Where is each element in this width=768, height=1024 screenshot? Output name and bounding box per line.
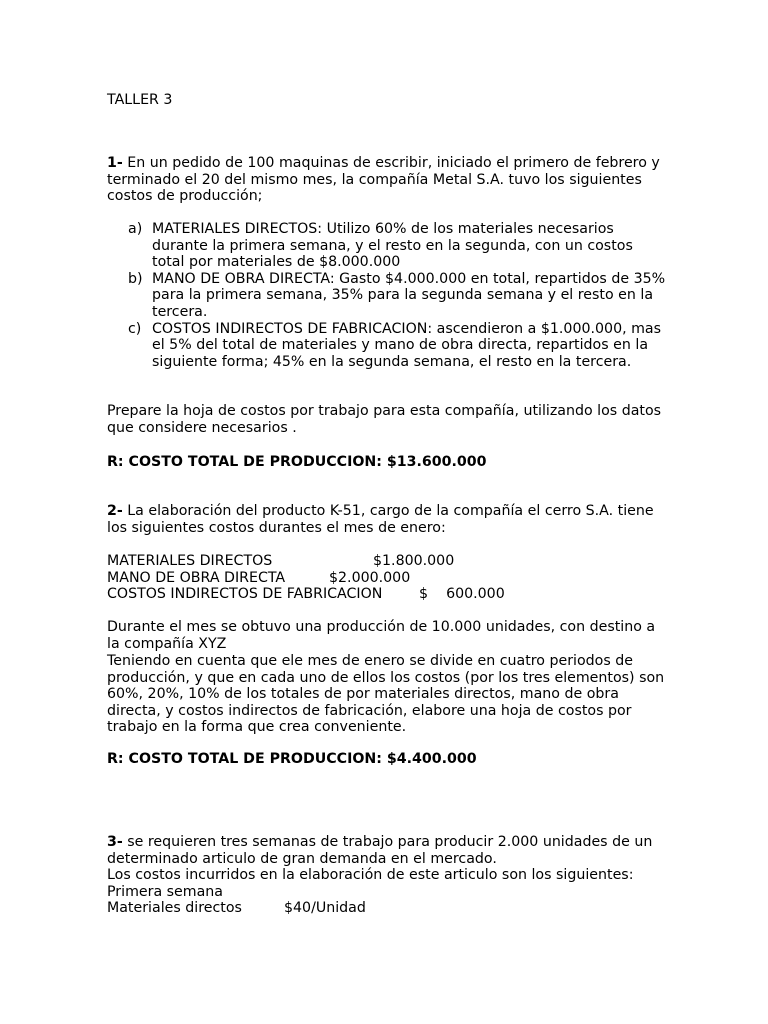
cost-row (107, 900, 667, 917)
problem-2-intro (107, 503, 667, 536)
problem-2-number: 2- (107, 503, 123, 519)
problem-1-answer: R: COSTO TOTAL DE PRODUCCION: $13.600.000 (107, 454, 487, 470)
cost-row (107, 570, 687, 587)
cost-label: COSTOS INDIRECTOS DE FABRICACION (107, 586, 383, 603)
document-title: TALLER 3 (107, 92, 173, 108)
cost-label: MATERIALES DIRECTOS (107, 553, 273, 569)
problem-3-intro (107, 834, 667, 867)
problem-3-text: se requieren tres semanas de trabajo para producir 2.000 unidades de un determinado articulo de gran demanda en el mercado. (107, 834, 653, 867)
list-item (128, 221, 668, 271)
list-marker: a) (128, 221, 143, 237)
problem-2-body-1: Durante el mes se obtuvo una producción de 10.000 unidades, con destino a la compañía XYZ (107, 619, 656, 652)
problem-1-items (128, 221, 668, 370)
problem-2-cost-table (107, 553, 687, 603)
cost-amount: $ 600.000 (419, 586, 505, 603)
problem-3-line-2: Los costos incurridos en la elaboración de este articulo son los siguientes: (107, 867, 634, 884)
list-item (128, 321, 668, 371)
problem-1-intro (107, 155, 687, 205)
list-item-text: MATERIALES DIRECTOS: Utilizo 60% de los materiales necesarios durante la primera semana, y el resto en la segunda, con un costos total por materiales de $8.000.000 (152, 221, 633, 271)
cost-amount: $1.800.000 (373, 553, 455, 569)
problem-2-body-2: Teniendo en cuenta que ele mes de enero se divide en cuatro periodos de producción, y que en cada uno de ellos los costos (por los tres elementos) son 60%, 20%, 10% de los totales de por materiales directos, mano de obra directa, y costos indirectos de fabricación, elabore una hoja de costos por trabajo en la forma que crea conveniente. (107, 653, 665, 736)
cost-label: Materiales directos (107, 900, 242, 917)
list-item-text: MANO DE OBRA DIRECTA: Gasto $4.000.000 en total, repartidos de 35% para la primera semana, 35% para la segunda semana y el resto en la tercera. (152, 270, 666, 320)
cost-amount: $2.000.000 (329, 569, 411, 586)
cost-label: MANO DE OBRA DIRECTA (107, 569, 286, 586)
problem-3 (107, 834, 667, 917)
list-marker: c) (128, 320, 142, 337)
problem-3-line-3: Primera semana (107, 883, 223, 900)
problem-2-answer: R: COSTO TOTAL DE PRODUCCION: $4.400.000 (107, 751, 477, 767)
list-marker: b) (128, 270, 143, 287)
cost-row (107, 553, 687, 570)
problem-3-number: 3- (107, 834, 123, 850)
problem-2-text: La elaboración del producto K-51, cargo de la compañía el cerro S.A. tiene los siguientes costos durantes el mes de enero: (107, 503, 654, 536)
problem-1-number: 1- (107, 155, 123, 171)
problem-1-text: En un pedido de 100 maquinas de escribir, iniciado el primero de febrero y terminado el 20 del mismo mes, la compañía Metal S.A. tuvo los siguientes costos de producción; (107, 155, 660, 205)
cost-amount: $40/Unidad (284, 900, 366, 917)
list-item-text: COSTOS INDIRECTOS DE FABRICACION: ascendieron a $1.000.000, mas el 5% del total de materiales y mano de obra directa, repartidos en la siguiente forma; 45% en la segunda semana, el resto en la tercera. (152, 320, 662, 370)
problem-1-prepare: Prepare la hoja de costos por trabajo para esta compañía, utilizando los datos que considere necesarios . (107, 403, 662, 436)
cost-row (107, 586, 687, 603)
list-item (128, 271, 668, 321)
